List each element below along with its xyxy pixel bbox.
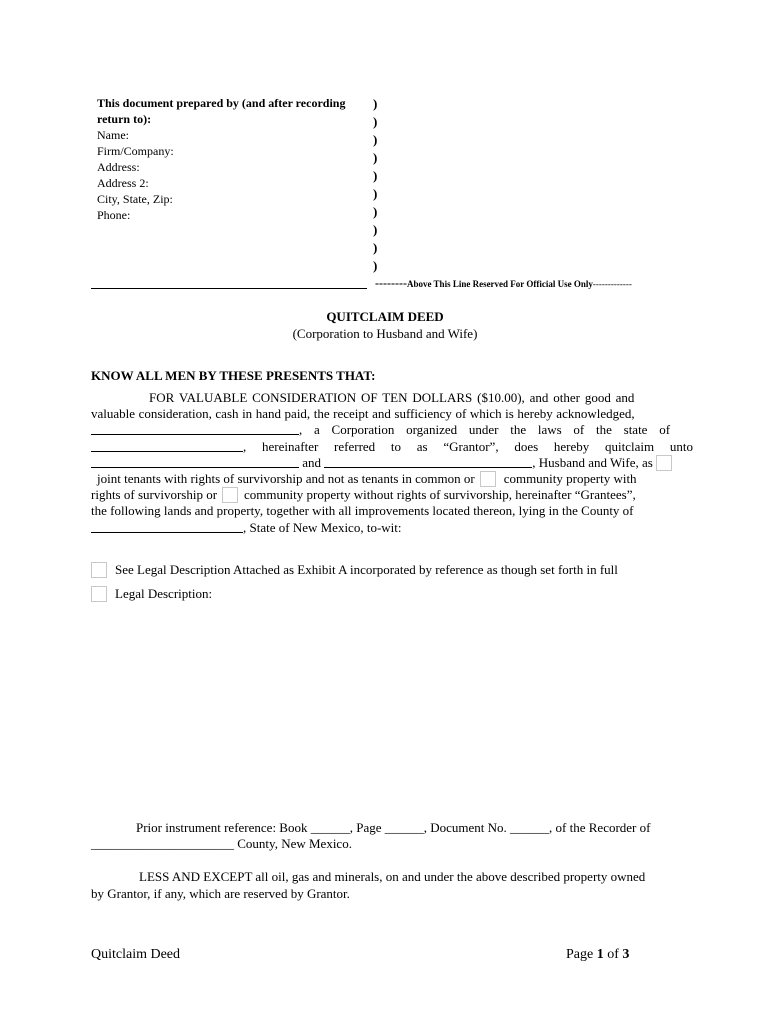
exhibit-a-checkbox[interactable] xyxy=(91,562,107,578)
body-line-6b: community property with xyxy=(503,470,637,486)
less-except-line-1: LESS AND EXCEPT all oil, gas and minerals, on and under the above described property owned xyxy=(139,869,646,884)
firm-label: Firm/Company: xyxy=(97,144,174,158)
page-total: 3 xyxy=(622,947,630,962)
husband-wife-text: , Husband and Wife, as xyxy=(532,454,653,470)
know-all-heading: KNOW ALL MEN BY THESE PRESENTS THAT: xyxy=(91,368,376,383)
community-without-rights-checkbox[interactable] xyxy=(222,487,238,503)
footer-page-number xyxy=(566,947,629,963)
body-line-7a: rights of survivorship or xyxy=(91,487,218,503)
body-line-7b: community property without rights of survivorship, hereinafter “Grantees”, xyxy=(244,487,636,503)
of-label: of xyxy=(607,947,619,962)
legal-description-label: Legal Description: xyxy=(115,586,213,601)
paren: ) xyxy=(373,132,378,147)
page-label: Page xyxy=(566,947,594,962)
paren: ) xyxy=(373,204,378,219)
body-line-4: , hereinafter referred to as “Grantor”, does hereby quitclaim unto xyxy=(243,438,693,454)
prior-instrument-line-2: ______________________ County, New Mexico. xyxy=(91,836,352,851)
parenthesis-column xyxy=(373,95,377,275)
grantor-name-blank[interactable] xyxy=(91,422,299,435)
document-subtitle: (Corporation to Husband and Wife) xyxy=(292,326,478,341)
paren: ) xyxy=(373,240,378,255)
prepared-by-label: This document prepared by (and after recording xyxy=(97,96,346,110)
paren: ) xyxy=(373,222,378,237)
grantee-2-blank[interactable] xyxy=(324,455,532,468)
paren: ) xyxy=(373,186,378,201)
county-blank[interactable] xyxy=(91,520,243,533)
paren: ) xyxy=(373,150,378,165)
paren: ) xyxy=(373,258,378,273)
address2-label: Address 2: xyxy=(97,176,149,190)
legal-description-checkbox[interactable] xyxy=(91,586,107,602)
paren: ) xyxy=(373,114,378,129)
and-text: and xyxy=(299,454,325,470)
body-line-3: , a Corporation organized under the laws of the state of xyxy=(299,422,671,438)
document-title: QUITCLAIM DEED xyxy=(326,309,444,324)
legal-description-row xyxy=(91,586,212,602)
city-state-zip-label: City, State, Zip: xyxy=(97,192,173,206)
name-label: Name: xyxy=(97,128,129,142)
paren: ) xyxy=(373,168,378,183)
body-line-6a: joint tenants with rights of survivorship and not as tenants in common or xyxy=(97,470,475,486)
consideration-paragraph xyxy=(91,390,693,536)
recording-signature-line xyxy=(91,288,367,289)
reserved-text: Above This Line Reserved For Official Use Only xyxy=(406,279,593,289)
body-line-1: FOR VALUABLE CONSIDERATION OF TEN DOLLARS ($10.00), and other good and xyxy=(149,390,635,405)
grantor-state-blank[interactable] xyxy=(91,439,243,452)
phone-label: Phone: xyxy=(97,208,131,222)
joint-tenants-checkbox[interactable] xyxy=(656,455,672,471)
reserved-tail: ------------- xyxy=(592,279,632,289)
prepared-by-block xyxy=(97,95,367,223)
body-line-9: , State of New Mexico, to-wit: xyxy=(243,519,402,535)
reserved-line-notice xyxy=(375,276,632,291)
exhibit-option-row xyxy=(91,562,618,578)
return-to-label: return to): xyxy=(97,112,152,126)
page-current: 1 xyxy=(596,947,604,962)
footer-document-name: Quitclaim Deed xyxy=(91,947,181,962)
prior-instrument-line-1: Prior instrument reference: Book ______, Page ______, Document No. ______, of the Recorder of xyxy=(136,820,651,835)
body-line-8: the following lands and property, together with all improvements located thereon, lying in the County of xyxy=(91,503,634,519)
less-except-line-2: by Grantor, if any, which are reserved by Grantor. xyxy=(91,886,350,901)
grantee-1-blank[interactable] xyxy=(91,455,299,468)
body-line-2: valuable consideration, cash in hand paid, the receipt and sufficiency of which is hereby acknowledged, xyxy=(91,406,635,422)
exhibit-a-label: See Legal Description Attached as Exhibit A incorporated by reference as though set forth in full xyxy=(115,562,618,577)
reserved-dashes: -------- xyxy=(375,276,407,290)
paren: ) xyxy=(373,96,378,111)
community-with-rights-checkbox[interactable] xyxy=(480,471,496,487)
address-label: Address: xyxy=(97,160,140,174)
